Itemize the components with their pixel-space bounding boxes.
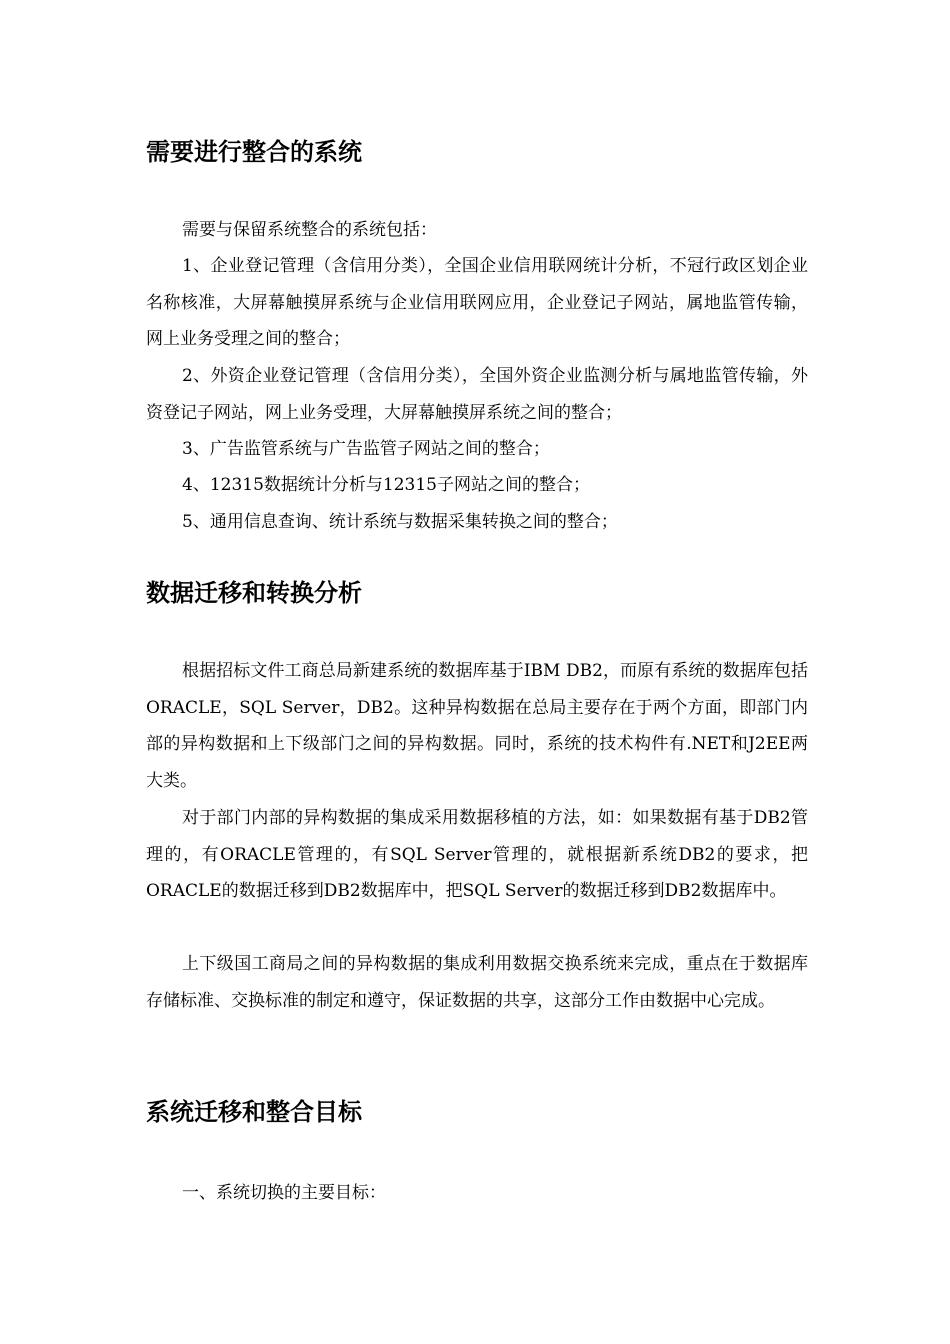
paragraph-integration-item-1: 1、企业登记管理（含信用分类），全国企业信用联网统计分析，不冠行政区划企业名称核准，大屏幕触摸屏系统与企业信用联网应用，企业登记子网站，属地监管传输，网上业务受理之间的整合； <box>146 256 808 349</box>
paragraph-integration-intro: 需要与保留系统整合的系统包括： <box>182 220 437 240</box>
paragraph-migration-internal: 对于部门内部的异构数据的集成采用数据移植的方法，如：如果数据有基于DB2管理的，有ORACLE管理的，有SQL Server管理的，就根据新系统DB2的要求，把ORACLE的数据迁移到DB2数据库中，把SQL Server的数据迁移到DB2数据库中。 <box>146 808 808 901</box>
paragraph-integration-item-3: 3、广告监管系统与广告监管子网站之间的整合； <box>182 439 550 459</box>
paragraph-migration-overview: 根据招标文件工商总局新建系统的数据库基于IBM DB2，而原有系统的数据库包括ORACLE，SQL Server，DB2。这种异构数据在总局主要存在于两个方面，即部门内部的异构数据和上下级部门之间的异构数据。同时，系统的技术构件有.NET和J2EE两大类。 <box>146 661 808 791</box>
section-heading-data-migration: 数据迁移和转换分析 <box>146 579 362 607</box>
paragraph-integration-item-2: 2、外资企业登记管理（含信用分类），全国外资企业监测分析与属地监管传输，外资登记子网站，网上业务受理，大屏幕触摸屏系统之间的整合； <box>146 366 808 423</box>
paragraph-goals-intro: 一、系统切换的主要目标： <box>182 1183 386 1203</box>
paragraph-migration-hierarchy: 上下级国工商局之间的异构数据的集成利用数据交换系统来完成，重点在于数据库存储标准、交换标准的制定和遵守，保证数据的共享，这部分工作由数据中心完成。 <box>146 954 808 1011</box>
paragraph-integration-item-5: 5、通用信息查询、统计系统与数据采集转换之间的整合； <box>182 512 618 532</box>
section-heading-integration-systems: 需要进行整合的系统 <box>146 138 362 166</box>
paragraph-integration-item-4: 4、12315数据统计分析与12315子网站之间的整合； <box>182 475 590 495</box>
section-heading-migration-goals: 系统迁移和整合目标 <box>146 1098 362 1126</box>
